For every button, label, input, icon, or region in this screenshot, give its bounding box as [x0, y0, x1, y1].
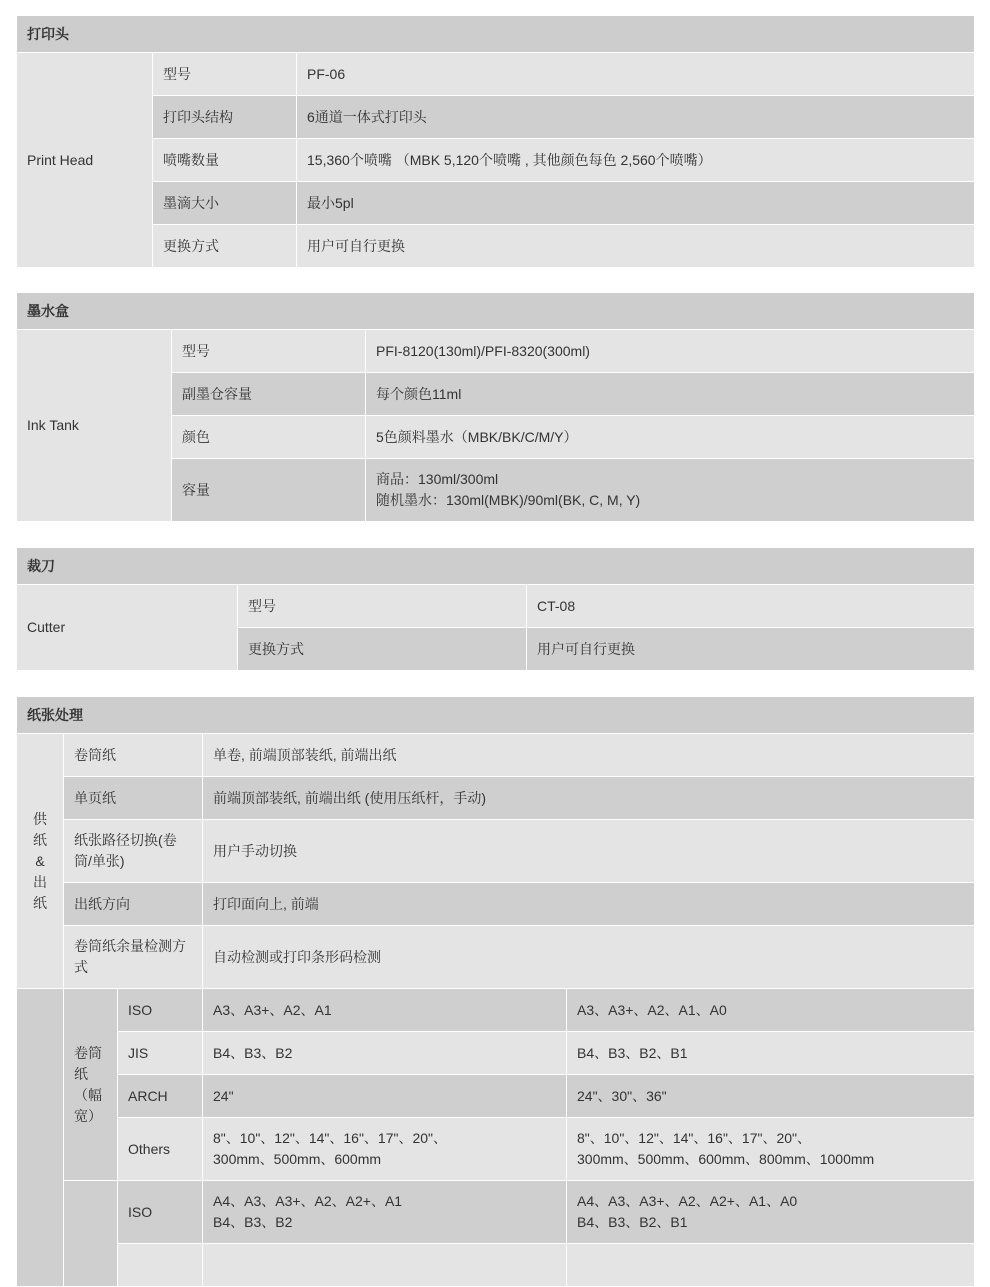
- size-standard: [118, 1244, 203, 1287]
- spec-value: 商品：130ml/300ml 随机墨水：130ml(MBK)/90ml(BK, C, M, Y): [366, 459, 975, 522]
- spec-key: 型号: [238, 585, 527, 628]
- size-value-a: 24": [203, 1075, 567, 1118]
- cutter-table: [16, 547, 975, 671]
- spec-value: PFI-8120(130ml)/PFI-8320(300ml): [366, 330, 975, 373]
- spec-key: 更换方式: [238, 628, 527, 671]
- spec-key: 型号: [153, 53, 297, 96]
- spec-value: 前端顶部装纸, 前端出纸 (使用压纸杆，手动): [203, 777, 975, 820]
- size-value-a: B4、B3、B2: [203, 1032, 567, 1075]
- spec-value: 用户可自行更换: [527, 628, 975, 671]
- size-standard: ARCH: [118, 1075, 203, 1118]
- spec-value: 用户手动切换: [203, 820, 975, 883]
- size-value-b: A3、A3+、A2、A1、A0: [567, 989, 975, 1032]
- spec-key: 打印头结构: [153, 96, 297, 139]
- size-standard: JIS: [118, 1032, 203, 1075]
- size-value-b: B4、B3、B2、B1: [567, 1032, 975, 1075]
- print-head-title: 打印头: [17, 16, 975, 53]
- size-standard: ISO: [118, 1181, 203, 1244]
- spec-value: 单卷, 前端顶部装纸, 前端出纸: [203, 734, 975, 777]
- roll-width-label: 卷筒 纸 （幅 宽）: [64, 989, 118, 1181]
- paper-table: [16, 696, 975, 1287]
- size-value-b: [567, 1244, 975, 1287]
- spec-key: 容量: [172, 459, 366, 522]
- ink-tank-label: Ink Tank: [17, 330, 172, 522]
- size-value-a: 8"、10"、12"、14"、16"、17"、20"、 300mm、500mm、600mm: [203, 1118, 567, 1181]
- paper-title: 纸张处理: [17, 697, 975, 734]
- sheet-size-label: [64, 1181, 118, 1287]
- spec-key: 型号: [172, 330, 366, 373]
- cutter-label: Cutter: [17, 585, 238, 671]
- size-value-b: 24"、30"、36": [567, 1075, 975, 1118]
- spec-value: 5色颜料墨水（MBK/BK/C/M/Y）: [366, 416, 975, 459]
- print-head-table: [16, 15, 975, 268]
- spec-value: PF-06: [297, 53, 975, 96]
- spec-key: 卷筒纸: [64, 734, 203, 777]
- spec-key: 纸张路径切换(卷 筒/单张): [64, 820, 203, 883]
- size-value-b: A4、A3、A3+、A2、A2+、A1、A0 B4、B3、B2、B1: [567, 1181, 975, 1244]
- spec-value: 用户可自行更换: [297, 225, 975, 268]
- size-value-a: [203, 1244, 567, 1287]
- spec-key: 出纸方向: [64, 883, 203, 926]
- spec-key: 单页纸: [64, 777, 203, 820]
- feed-label: 供 纸 & 出 纸: [17, 734, 64, 989]
- spec-key: 颜色: [172, 416, 366, 459]
- size-standard: Others: [118, 1118, 203, 1181]
- spec-key: 喷嘴数量: [153, 139, 297, 182]
- cutter-title: 裁刀: [17, 548, 975, 585]
- spec-value: 每个颜色11ml: [366, 373, 975, 416]
- media-size-label: [17, 989, 64, 1287]
- size-value-a: A3、A3+、A2、A1: [203, 989, 567, 1032]
- spec-value: 自动检测或打印条形码检测: [203, 926, 975, 989]
- ink-tank-title: 墨水盒: [17, 293, 975, 330]
- spec-key: 墨滴大小: [153, 182, 297, 225]
- size-value-b: 8"、10"、12"、14"、16"、17"、20"、 300mm、500mm、600mm、800mm、1000mm: [567, 1118, 975, 1181]
- print-head-label: Print Head: [17, 53, 153, 268]
- spec-value: CT-08: [527, 585, 975, 628]
- size-value-a: A4、A3、A3+、A2、A2+、A1 B4、B3、B2: [203, 1181, 567, 1244]
- spec-key: 卷筒纸余量检测方 式: [64, 926, 203, 989]
- spec-key: 更换方式: [153, 225, 297, 268]
- spec-value: 最小5pl: [297, 182, 975, 225]
- spec-key: 副墨仓容量: [172, 373, 366, 416]
- size-standard: ISO: [118, 989, 203, 1032]
- spec-value: 15,360个喷嘴 （MBK 5,120个喷嘴 , 其他颜色每色 2,560个喷嘴）: [297, 139, 975, 182]
- ink-tank-table: [16, 292, 975, 522]
- spec-value: 打印面向上, 前端: [203, 883, 975, 926]
- spec-value: 6通道一体式打印头: [297, 96, 975, 139]
